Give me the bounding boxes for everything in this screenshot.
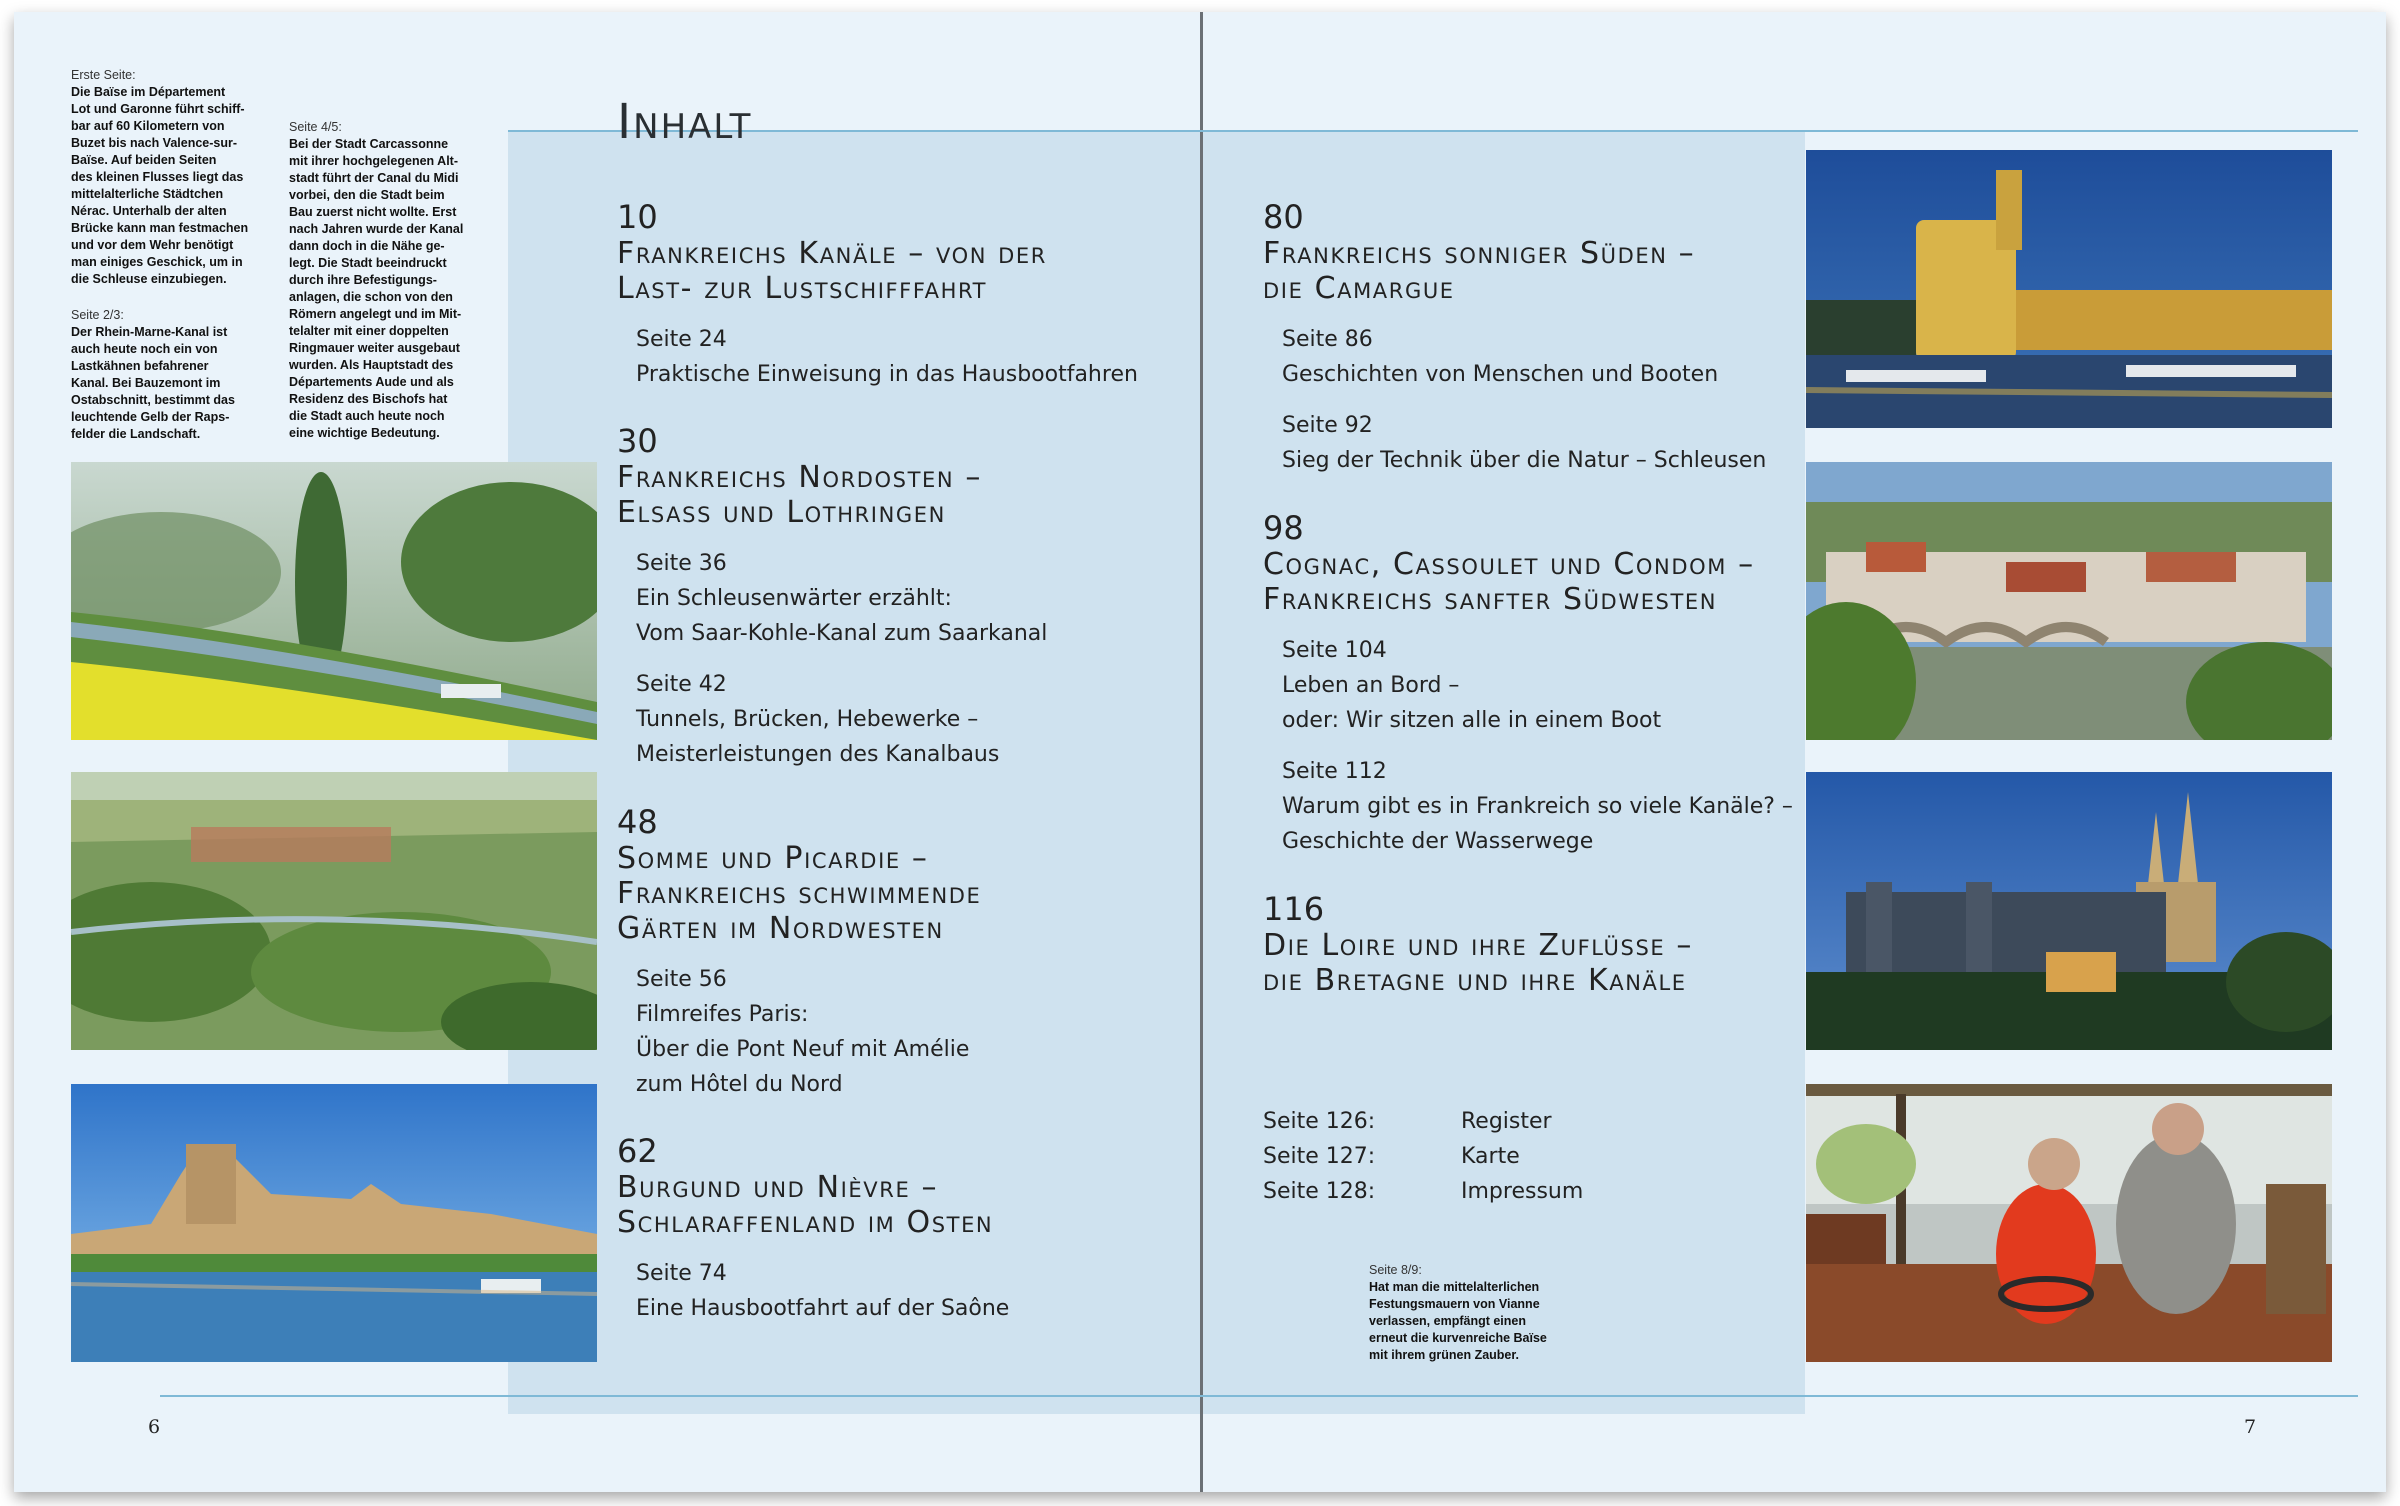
caption-line: Bei der Stadt Carcassonne: [289, 137, 449, 151]
subentry-page: Seite 112: [1282, 759, 1387, 784]
page-number-right: 7: [2244, 1416, 2257, 1438]
photo-town-bridge: [1806, 462, 2332, 740]
caption-line: Baïse. Auf beiden Seiten: [71, 153, 217, 167]
caption-line: mit ihrem grünen Zauber.: [1369, 1348, 1520, 1362]
book-spread: [14, 12, 2386, 1492]
caption-line: Der Rhein-Marne-Kanal ist: [71, 325, 228, 339]
section-page-number: 30: [617, 422, 658, 460]
caption-heading: Seite 4/5:: [289, 120, 342, 134]
caption-line: Lot und Garonne führt schiff-: [71, 102, 245, 116]
section-title-line: Frankreichs sanfter Südwesten: [1263, 582, 1718, 617]
subentry-page: Seite 86: [1282, 327, 1373, 352]
subentry-title: Sieg der Technik über die Natur – Schleusen: [1282, 448, 1767, 473]
section-title-line: Die Loire und ihre Zuflüsse –: [1263, 928, 1693, 963]
subentry-title: Geschichten von Menschen und Booten: [1282, 362, 1719, 387]
section-page-number: 62: [617, 1132, 658, 1170]
section-title-line: Elsass und Lothringen: [617, 495, 946, 530]
section-title-line: Cognac, Cassoulet und Condom –: [1263, 547, 1755, 582]
subentry-title: Tunnels, Brücken, Hebewerke –: [636, 707, 979, 732]
caption-line: mit ihrer hochgelegenen Alt-: [289, 154, 459, 168]
caption-line: Lastkähnen befahrener: [71, 359, 209, 373]
subentry-page: Seite 42: [636, 672, 727, 697]
section-title-line: Gärten im Nordwesten: [617, 911, 944, 946]
caption-line: Ringmauer weiter ausgebaut: [289, 341, 460, 355]
caption-line: eine wichtige Bedeutung.: [289, 426, 440, 440]
caption-heading: Seite 2/3:: [71, 308, 124, 322]
header-rule: [508, 130, 2358, 132]
section-page-number: 116: [1263, 890, 1325, 928]
photo-aigues-mortes-night: [1806, 150, 2332, 428]
caption-line: Hat man die mittelalterlichen: [1369, 1280, 1540, 1294]
photo-village-river: [71, 772, 597, 1050]
subentry-title: Über die Pont Neuf mit Amélie: [636, 1037, 970, 1062]
section-title-line: Schlaraffenland im Osten: [617, 1205, 994, 1240]
photo-angers-castle-night: [1806, 772, 2332, 1050]
caption-line: wurden. Als Hauptstadt des: [289, 358, 454, 372]
subentry-title: Warum gibt es in Frankreich so viele Kanäle? –: [1282, 794, 1793, 819]
caption-line: auch heute noch ein von: [71, 342, 218, 356]
appendix-list: [1263, 1104, 1583, 1209]
subentry-title: Praktische Einweisung in das Hausbootfahren: [636, 362, 1138, 387]
caption-line: stadt führt der Canal du Midi: [289, 171, 459, 185]
caption-line: nach Jahren wurde der Kanal: [289, 222, 464, 236]
caption-first-page: [71, 67, 248, 288]
section-page-number: 10: [617, 198, 658, 236]
subentry-page: Seite 104: [1282, 638, 1387, 663]
spacer: [617, 1240, 1197, 1256]
caption-line: Die Baïse im Département: [71, 85, 226, 99]
caption-line: erneut die kurvenreiche Baïse: [1369, 1331, 1547, 1345]
caption-heading: Erste Seite:: [71, 68, 136, 82]
toc-section-98: [1263, 509, 1843, 859]
spacer: [1263, 617, 1843, 633]
caption-page-2-3: [71, 307, 235, 443]
subentry-page: Seite 36: [636, 551, 727, 576]
subentry-page: Seite 74: [636, 1261, 727, 1286]
subentry-page: Seite 56: [636, 967, 727, 992]
subentry-page: Seite 24: [636, 327, 727, 352]
photo-boat-cabin-people: [1806, 1084, 2332, 1362]
subentry-title: Ein Schleusenwärter erzählt:: [636, 586, 952, 611]
caption-page-8-9: [1369, 1262, 1547, 1364]
page-title: Inhalt: [617, 94, 753, 150]
page-number-left: 6: [148, 1416, 161, 1438]
section-title-line: Burgund und Nièvre –: [617, 1170, 939, 1205]
subentry-title: zum Hôtel du Nord: [636, 1072, 843, 1097]
section-page-number: 98: [1263, 509, 1304, 547]
section-page-number: 48: [617, 803, 658, 841]
toc-section-10: [617, 198, 1197, 392]
photo-canal-rapeseed: [71, 462, 597, 740]
section-title-line: Last- zur Lustschifffahrt: [617, 271, 988, 306]
spacer: [617, 530, 1197, 546]
caption-line: legt. Die Stadt beeindruckt: [289, 256, 447, 270]
caption-line: telalter mit einer doppelten: [289, 324, 449, 338]
caption-line: Festungsmauern von Vianne: [1369, 1297, 1540, 1311]
section-page-number: 80: [1263, 198, 1304, 236]
caption-line: vorbei, den die Stadt beim: [289, 188, 445, 202]
caption-line: Ostabschnitt, bestimmt das: [71, 393, 235, 407]
caption-line: Residenz des Bischofs hat: [289, 392, 448, 406]
subentry-title: Filmreifes Paris:: [636, 1002, 809, 1027]
spacer: [617, 306, 1197, 322]
appendix-row: Seite 127: Karte: [1263, 1144, 1520, 1169]
caption-line: dann doch in die Nähe ge-: [289, 239, 445, 253]
footer-rule: [160, 1395, 2358, 1397]
subentry-page: Seite 92: [1282, 413, 1373, 438]
caption-line: bar auf 60 Kilometern von: [71, 119, 225, 133]
subentry-title: Vom Saar-Kohle-Kanal zum Saarkanal: [636, 621, 1048, 646]
caption-page-4-5: [289, 119, 463, 442]
book-gutter: [1200, 12, 1203, 1492]
caption-line: die Stadt auch heute noch: [289, 409, 445, 423]
subentry-title: Geschichte der Wasserwege: [1282, 829, 1594, 854]
caption-line: des kleinen Flusses liegt das: [71, 170, 244, 184]
caption-line: und vor dem Wehr benötigt: [71, 238, 234, 252]
appendix-row: Seite 128: Impressum: [1263, 1179, 1584, 1204]
caption-line: Nérac. Unterhalb der alten: [71, 204, 227, 218]
spacer: [1263, 738, 1843, 754]
caption-line: durch ihre Befestigungs-: [289, 273, 437, 287]
caption-line: Kanal. Bei Bauzemont im: [71, 376, 221, 390]
section-title-line: Frankreichs Nordosten –: [617, 460, 982, 495]
caption-line: die Schleuse einzubiegen.: [71, 272, 227, 286]
subentry-title: oder: Wir sitzen alle in einem Boot: [1282, 708, 1662, 733]
caption-line: Brücke kann man festmachen: [71, 221, 249, 235]
caption-line: Bau zuerst nicht wollte. Erst: [289, 205, 457, 219]
subentry-title: Leben an Bord –: [1282, 673, 1460, 698]
appendix-row: Seite 126: Register: [1263, 1109, 1552, 1134]
section-title-line: die Camargue: [1263, 271, 1455, 306]
toc-section-48: [617, 803, 1197, 1102]
section-title-line: Frankreichs Kanäle – von der: [617, 236, 1047, 271]
caption-line: verlassen, empfängt einen: [1369, 1314, 1527, 1328]
caption-line: leuchtende Gelb der Raps-: [71, 410, 230, 424]
spacer: [1263, 306, 1843, 322]
caption-line: Buzet bis nach Valence-sur-: [71, 136, 238, 150]
caption-line: Départements Aude und als: [289, 375, 454, 389]
subentry-title: Eine Hausbootfahrt auf der Saône: [636, 1296, 1010, 1321]
caption-heading: Seite 8/9:: [1369, 1263, 1422, 1277]
toc-section-30: [617, 422, 1197, 772]
caption-line: anlagen, die schon von den: [289, 290, 453, 304]
caption-line: Römern angelegt und im Mit-: [289, 307, 462, 321]
section-title-line: Frankreichs schwimmende: [617, 876, 982, 911]
subentry-title: Meisterleistungen des Kanalbaus: [636, 742, 1000, 767]
toc-section-62: [617, 1132, 1197, 1326]
section-title-line: Somme und Picardie –: [617, 841, 929, 876]
spacer: [617, 946, 1197, 962]
caption-line: mittelalterliche Städtchen: [71, 187, 224, 201]
caption-line: felder die Landschaft.: [71, 427, 201, 441]
spacer: [1263, 392, 1843, 408]
caption-line: man einiges Geschick, um in: [71, 255, 243, 269]
toc-section-80: [1263, 198, 1843, 478]
spacer: [617, 651, 1197, 667]
photo-auxerre-cathedral: [71, 1084, 597, 1362]
section-title-line: die Bretagne und ihre Kanäle: [1263, 963, 1687, 998]
section-title-line: Frankreichs sonniger Süden –: [1263, 236, 1696, 271]
toc-section-116: [1263, 890, 1843, 998]
